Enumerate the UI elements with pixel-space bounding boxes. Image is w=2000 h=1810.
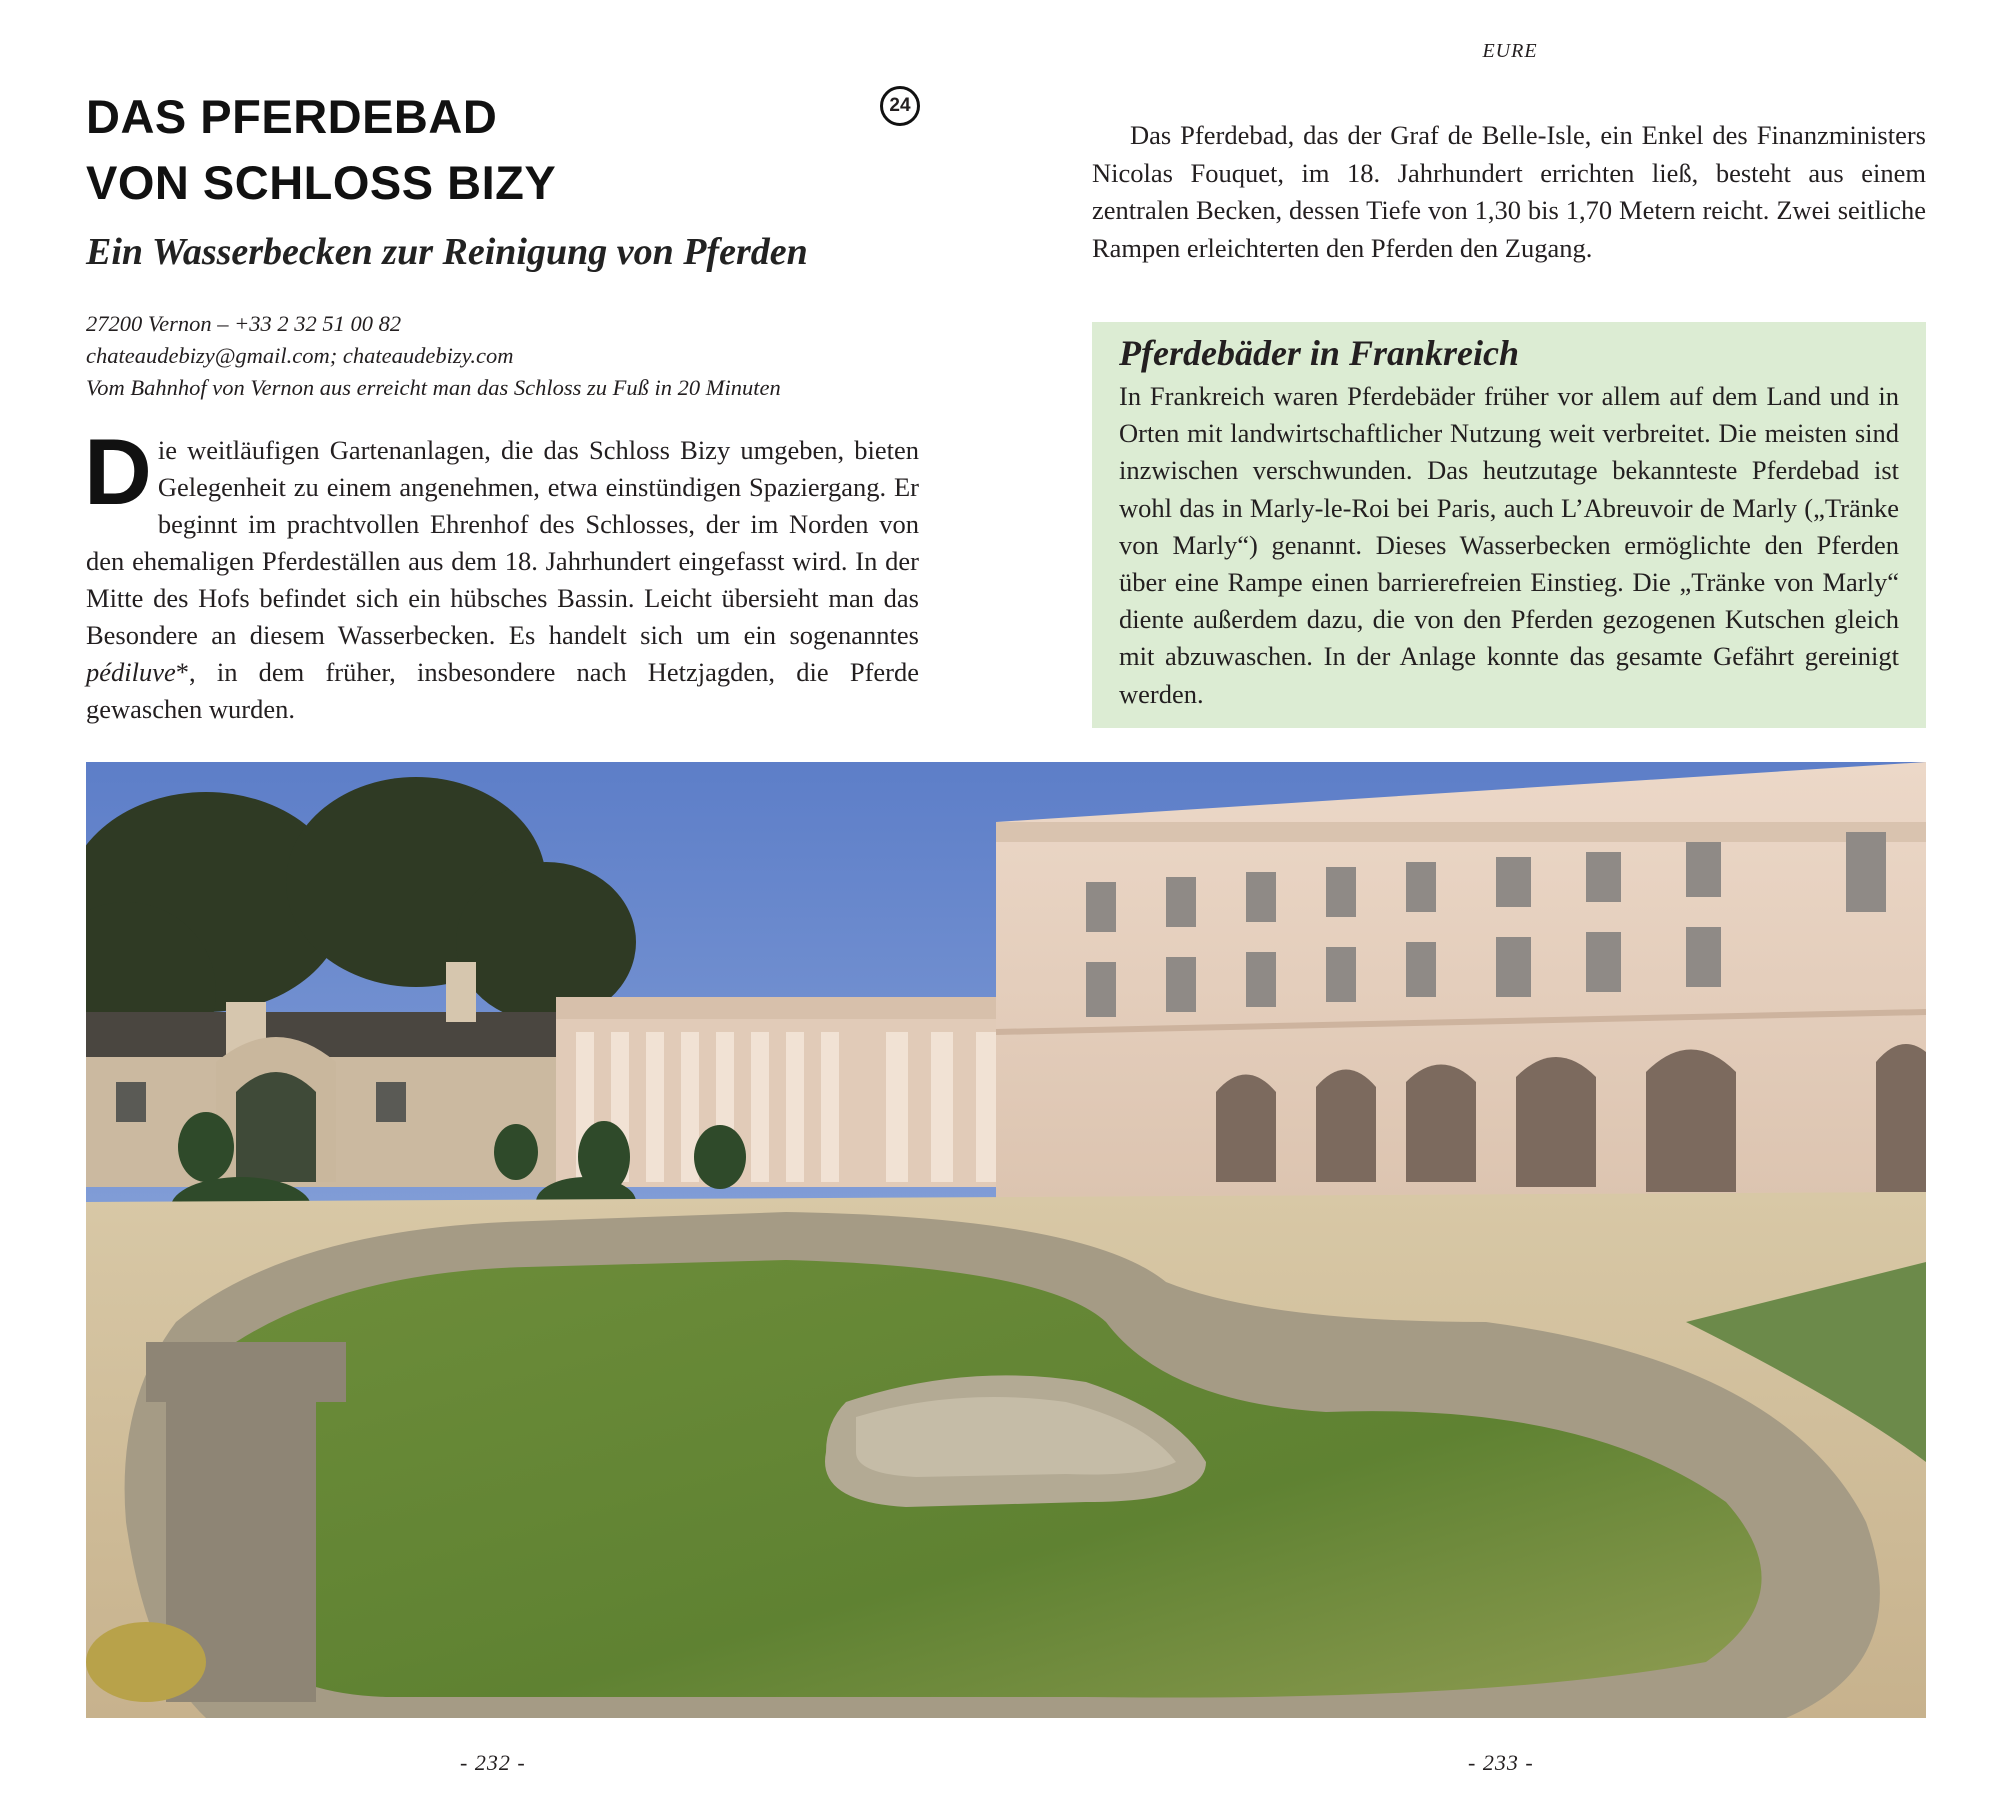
entry-number-badge: 24 xyxy=(880,86,920,126)
left-text-part-2: *, in dem früher, insbesondere nach Hetzjagden, die Pferde gewaschen wurden. xyxy=(86,657,919,724)
chateau-courtyard-photo xyxy=(86,762,1926,1718)
left-body-text xyxy=(84,419,919,728)
article-subtitle: Ein Wasserbecken zur Reinigung von Pferden xyxy=(86,231,808,273)
right-body-text: Das Pferdebad, das der Graf de Belle-Isle, ein Enkel des Finanzministers Nicolas Fouquet, im 18. Jahrhundert errichten ließ, besteht aus einem zentralen Becken, dessen Tiefe von 1,30 bis 1,70 Metern reicht. Zwei seitliche Rampen erleichterten den Pferden den Zugang. xyxy=(1092,120,1926,263)
running-header-region: EURE xyxy=(1482,40,1538,62)
practical-info xyxy=(86,308,926,404)
info-box xyxy=(1092,322,1926,728)
italic-term-pediluve: pédiluve xyxy=(86,657,176,687)
photo-illustration xyxy=(86,762,1926,1718)
title-line-2: VON SCHLOSS BIZY xyxy=(86,156,557,209)
chateau-main-building xyxy=(996,762,1926,1202)
article-title xyxy=(86,84,556,216)
left-text-part-1: ie weitläufigen Gartenanlagen, die das Schloss Bizy umgeben, bieten Gelegenheit zu einem angenehmen, etwa einstündigen Spaziergang. Er beginnt im prachtvollen Ehrenhof des Schlosses, der im Norden von den ehemaligen Pferdeställen aus dem 18. Jahrhundert eingefasst wird. In der Mitte des Hofs befindet sich ein hübsches Bassin. Leicht übersieht man das Besondere an diesem Wasserbecken. Es handelt sich um ein sogenanntes xyxy=(86,435,919,650)
access-directions: Vom Bahnhof von Vernon aus erreicht man das Schloss zu Fuß in 20 Minuten xyxy=(86,375,781,400)
info-box-title: Pferdebäder in Frankreich xyxy=(1119,333,1519,373)
email-website: chateaudebizy@gmail.com; chateaudebizy.com xyxy=(86,343,514,368)
page-number-left: - 232 - xyxy=(460,1750,526,1775)
page-number-right: - 233 - xyxy=(1468,1750,1534,1775)
address-phone: 27200 Vernon – +33 2 32 51 00 82 xyxy=(86,311,402,336)
info-box-text: In Frankreich waren Pferdebäder früher vor allem auf dem Land und in Orten mit landwirtschaftlicher Nutzung weit verbreitet. Die meisten sind inzwischen verschwunden. Das heutzutage bekannteste Pferdebad ist wohl das in Marly-le-Roi bei Paris, auch L’Abreuvoir de Marly („Tränke von Marly“) genannt. Dieses Wasserbecken ermöglichte den Pferden über eine Rampe einen barrierefreien Einstieg. Die „Tränke von Marly“ diente außerdem dazu, die von den Pferden gezogenen Kutschen gleich mit abzuwaschen. In der Anlage konnte das gesamte Gefährt gereinigt werden. xyxy=(1119,381,1899,709)
drop-cap: D xyxy=(84,419,152,524)
title-line-1: DAS PFERDEBAD xyxy=(86,90,498,143)
